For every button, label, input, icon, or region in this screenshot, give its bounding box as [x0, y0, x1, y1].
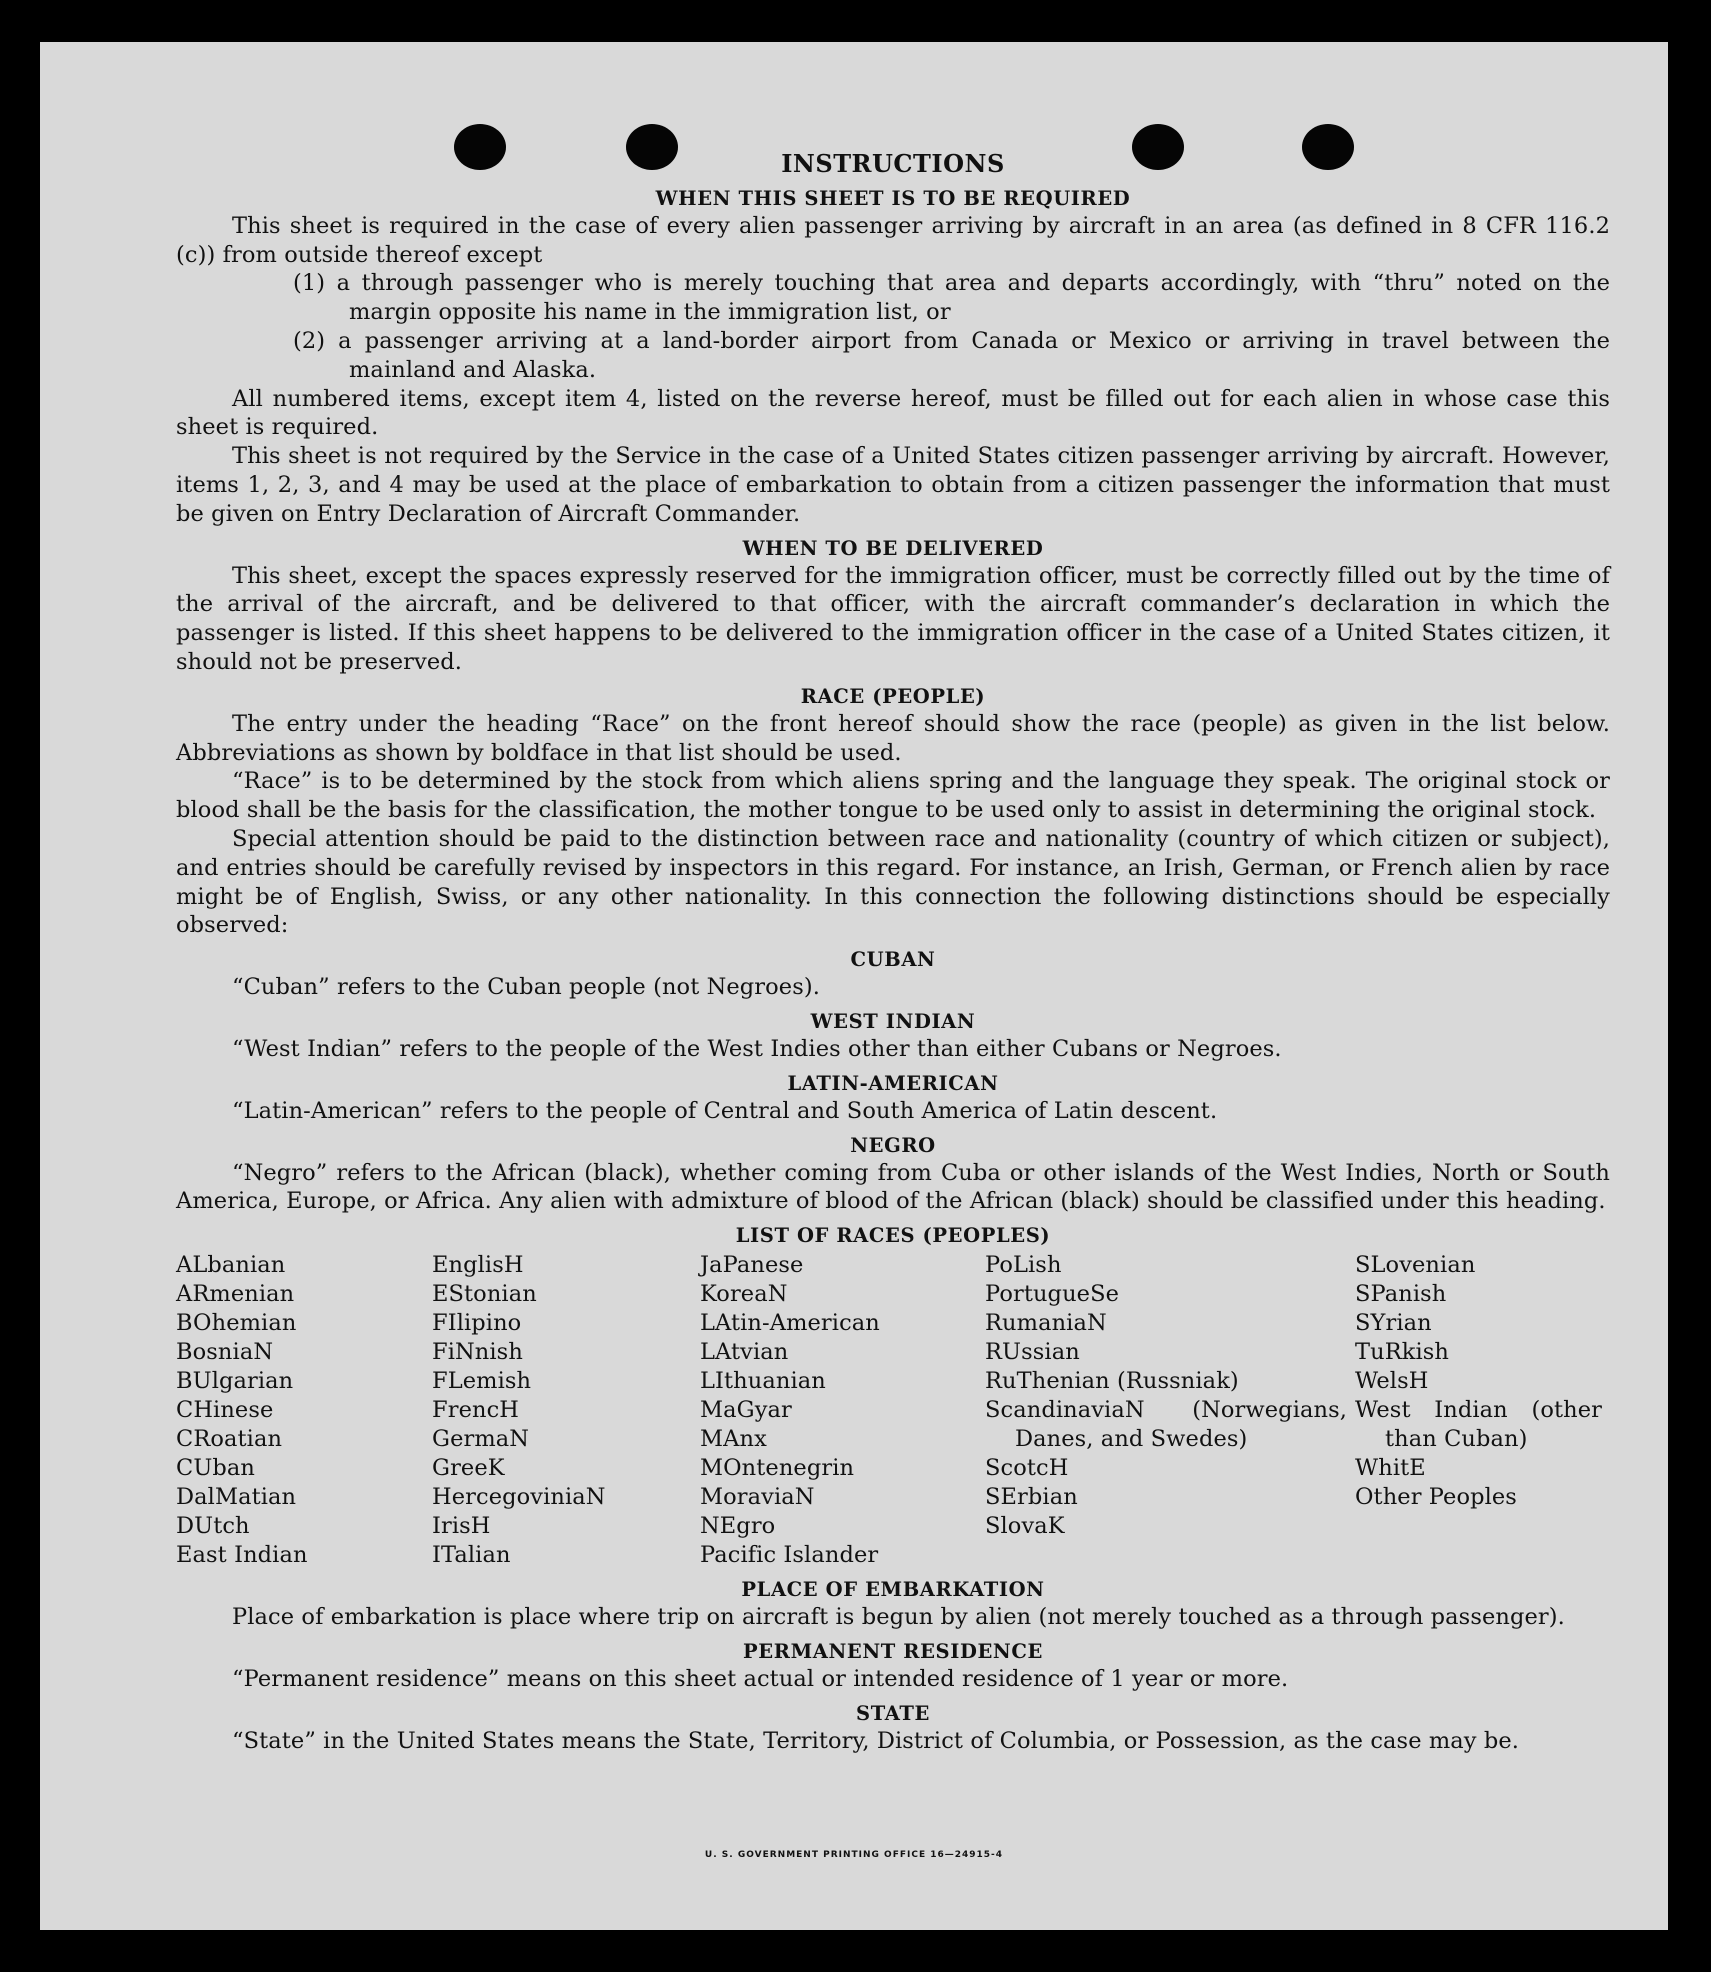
exception-item: (1) a through passenger who is merely touching that area and departs accordingly, with “thru” noted on the margin opposite his name in the immigration list, or: [293, 270, 1610, 326]
race-entry: EStonian: [432, 1281, 537, 1308]
race-entry: FLemish: [432, 1368, 532, 1395]
races-column: [432, 1251, 700, 1570]
section-heading: CUBAN: [850, 948, 936, 972]
race-entry: LAtvian: [700, 1339, 789, 1366]
paragraph: Place of embarkation is place where trip on aircraft is begun by alien (not merely touched as a through passenger).: [232, 1604, 1565, 1631]
race-entry: IrisH: [432, 1513, 491, 1540]
race-entry: MAnx: [700, 1426, 767, 1453]
race-entry: ARmenian: [176, 1281, 295, 1308]
race-entry: GreeK: [432, 1455, 505, 1482]
race-entry: FIlipino: [432, 1310, 522, 1337]
section-heading: STATE: [856, 1701, 930, 1725]
section-heading: LIST OF RACES (PEOPLES): [735, 1224, 1051, 1248]
race-entry: PoLish: [985, 1252, 1062, 1279]
race-entry: CRoatian: [176, 1426, 283, 1453]
section-heading: PLACE OF EMBARKATION: [741, 1578, 1045, 1602]
race-entry: LAtin-American: [700, 1310, 880, 1337]
race-entry: Other Peoples: [1355, 1484, 1517, 1511]
race-entry: SPanish: [1355, 1281, 1447, 1308]
race-entry: West Indian (other than Cuban): [1355, 1397, 1602, 1453]
section-heading: LATIN-AMERICAN: [787, 1071, 999, 1095]
section-heading: WHEN THIS SHEET IS TO BE REQUIRED: [655, 186, 1131, 210]
race-entry: SYrian: [1355, 1310, 1432, 1337]
section-heading: RACE (PEOPLE): [800, 684, 986, 708]
race-entry: SLovenian: [1355, 1252, 1476, 1279]
races-column: [985, 1251, 1355, 1570]
race-entry: ALbanian: [176, 1252, 286, 1279]
section-heading: NEGRO: [850, 1133, 936, 1157]
races-list: [176, 1251, 1610, 1570]
race-entry: BOhemian: [176, 1310, 297, 1337]
race-entry: MOntenegrin: [700, 1455, 855, 1482]
races-column: [700, 1251, 985, 1570]
paragraph: “State” in the United States means the State, Territory, District of Columbia, or Possession, as the case may be.: [232, 1727, 1520, 1754]
race-entry: MoraviaN: [700, 1484, 815, 1511]
race-entry: RUssian: [985, 1339, 1080, 1366]
paragraph: This sheet, except the spaces expressly reserved for the immigration officer, must be correctly filled out by the time of the arrival of the aircraft, and be delivered to that officer, with the aircraft commander’s declaration in which the passenger is listed. If this sheet happens to be delivered to the immigration officer in the case of a United States citizen, it should not be preserved.: [176, 562, 1610, 675]
paragraph: All numbered items, except item 4, listed on the reverse hereof, must be filled out for each alien in whose case this sheet is required.: [176, 385, 1610, 441]
race-entry: JaPanese: [700, 1252, 804, 1279]
race-entry: CHinese: [176, 1397, 274, 1424]
paragraph: Special attention should be paid to the distinction between race and nationality (country of which citizen or subject), and entries should be carefully revised by inspectors in this regard. For instance, an Irish, German, or French alien by race might be of English, Swiss, or any other nationality. In this connection the following distinctions should be especially observed:: [176, 825, 1610, 939]
race-entry: SErbian: [985, 1484, 1078, 1511]
paragraph: “Permanent residence” means on this sheet actual or intended residence of 1 year or more.: [232, 1665, 1289, 1692]
race-entry: Pacific Islander: [700, 1542, 879, 1569]
race-entry: BosniaN: [176, 1339, 274, 1366]
paragraph: This sheet is required in the case of every alien passenger arriving by aircraft in an area (as defined in 8 CFR 116.2 (c)) from outside thereof except: [176, 212, 1610, 268]
race-entry: BUlgarian: [176, 1368, 294, 1395]
race-entry: WelsH: [1355, 1368, 1429, 1395]
race-entry: GermaN: [432, 1426, 530, 1453]
exception-item: (2) a passenger arriving at a land-border airport from Canada or Mexico or arriving in travel between the mainland and Alaska.: [293, 327, 1610, 383]
race-entry: ScotcH: [985, 1455, 1069, 1482]
race-entry: PortugueSe: [985, 1281, 1120, 1308]
races-column: [1355, 1251, 1610, 1570]
race-entry: TuRkish: [1355, 1339, 1450, 1366]
paragraph: “Cuban” refers to the Cuban people (not Negroes).: [232, 974, 820, 1001]
printer-imprint: U. S. GOVERNMENT PRINTING OFFICE 16—24915-4: [704, 1850, 1004, 1860]
page-title: INSTRUCTIONS: [781, 149, 1005, 178]
section-heading: WEST INDIAN: [810, 1009, 976, 1033]
paragraph: The entry under the heading “Race” on the front hereof should show the race (people) as given in the list below. Abbreviations as shown by boldface in that list should be used.: [176, 710, 1610, 766]
race-entry: ScandinaviaN (Norwegians, Danes, and Swedes): [985, 1397, 1347, 1453]
race-entry: RumaniaN: [985, 1310, 1107, 1337]
race-entry: FrencH: [432, 1397, 519, 1424]
race-entry: HercegoviniaN: [432, 1484, 606, 1511]
race-entry: NEgro: [700, 1513, 776, 1540]
race-entry: SlovaK: [985, 1513, 1065, 1540]
race-entry: DalMatian: [176, 1484, 297, 1511]
race-entry: East Indian: [176, 1542, 308, 1569]
race-entry: CUban: [176, 1455, 255, 1482]
section-heading: WHEN TO BE DELIVERED: [742, 536, 1044, 560]
document-page: [40, 42, 1668, 1930]
race-entry: KoreaN: [700, 1281, 788, 1308]
paragraph: “West Indian” refers to the people of the West Indies other than either Cubans or Negroes.: [232, 1035, 1282, 1062]
race-entry: RuThenian (Russniak): [985, 1368, 1239, 1395]
race-entry: DUtch: [176, 1513, 250, 1540]
paragraph: “Latin-American” refers to the people of Central and South America of Latin descent.: [232, 1097, 1218, 1124]
paragraph: “Race” is to be determined by the stock from which aliens spring and the language they speak. The original stock or blood shall be the basis for the classification, the mother tongue to be used only to assist in determining the original stock.: [176, 768, 1610, 824]
races-column: [176, 1251, 432, 1570]
race-entry: EnglisH: [432, 1252, 524, 1279]
race-entry: LIthuanian: [700, 1368, 826, 1395]
race-entry: ITalian: [432, 1542, 511, 1569]
paragraph: This sheet is not required by the Service in the case of a United States citizen passenger arriving by aircraft. However, items 1, 2, 3, and 4 may be used at the place of embarkation to obtain from a citizen passenger the information that must be given on Entry Declaration of Aircraft Commander.: [176, 443, 1610, 527]
race-entry: MaGyar: [700, 1397, 792, 1424]
instructions-body: [176, 150, 1610, 1756]
race-entry: FiNnish: [432, 1339, 523, 1366]
section-heading: PERMANENT RESIDENCE: [743, 1639, 1043, 1663]
paragraph: “Negro” refers to the African (black), whether coming from Cuba or other islands of the West Indies, North or South America, Europe, or Africa. Any alien with admixture of blood of the African (black) should be classified under this heading.: [176, 1159, 1610, 1215]
race-entry: WhitE: [1355, 1455, 1426, 1482]
